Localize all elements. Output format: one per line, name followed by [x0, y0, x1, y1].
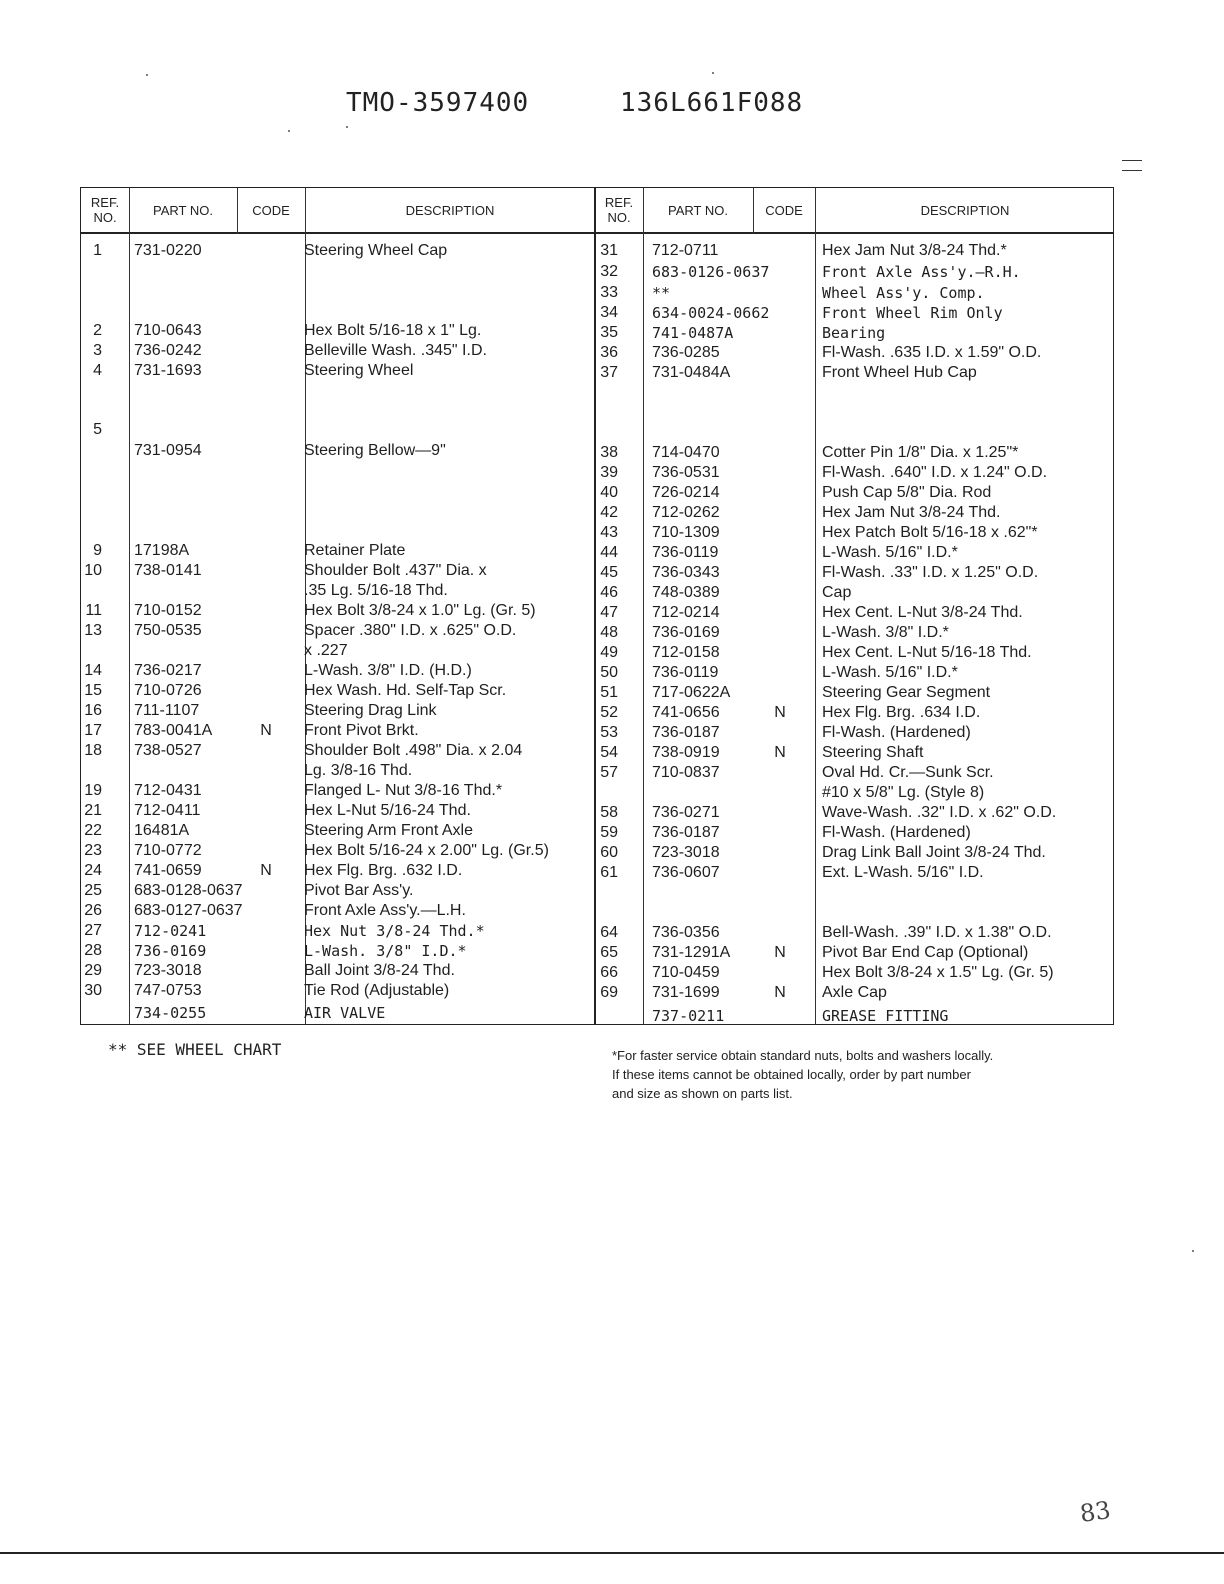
right-row-code	[760, 923, 800, 943]
right-row-code: N	[774, 984, 786, 1001]
right-row-ref: 46	[600, 584, 618, 601]
right-row-code	[760, 963, 800, 983]
left-row-code	[246, 701, 286, 721]
left-row-code	[246, 921, 286, 941]
left-row-code	[246, 761, 286, 781]
right-row-part: 712-0158	[652, 644, 720, 661]
left-row-ref: 11	[85, 602, 102, 619]
left-row-desc: AIR VALVE	[304, 1004, 386, 1022]
left-row-desc: Hex Nut 3/8-24 Thd.*	[304, 922, 485, 940]
right-row-code	[760, 483, 800, 503]
serial-number: 136L661F088	[620, 88, 804, 118]
column-divider	[643, 188, 644, 1024]
right-row-part: 712-0262	[652, 504, 720, 521]
right-row-ref: 58	[600, 804, 618, 821]
left-row-code	[246, 601, 286, 621]
right-row-ref: 36	[600, 344, 618, 361]
right-row-desc: Front Wheel Rim Only	[822, 304, 1003, 322]
service-note-line: *For faster service obtain standard nuts, bolts and washers locally.	[612, 1048, 994, 1063]
right-row-part: 736-0169	[652, 624, 720, 641]
left-row-ref: 23	[84, 842, 102, 859]
right-row-part: 731-1699	[652, 984, 720, 1001]
left-row-desc: Hex Flg. Brg. .632 I.D.	[304, 862, 463, 879]
left-row-desc: L-Wash. 3/8" I.D.*	[304, 942, 467, 960]
right-row-ref: 53	[600, 724, 618, 741]
left-row-part: 747-0753	[134, 982, 202, 999]
left-row-part: 741-0659	[134, 862, 202, 879]
right-row-part: 736-0119	[652, 664, 719, 681]
right-row-part: 736-0119	[652, 544, 719, 561]
right-row-ref: 39	[600, 464, 618, 481]
left-row-code	[246, 341, 286, 361]
right-row-ref: 66	[600, 964, 618, 981]
right-row-part: **	[652, 284, 671, 302]
right-row-ref: 50	[600, 664, 618, 681]
right-row-code	[760, 643, 800, 663]
left-row-desc: Front Axle Ass'y.—L.H.	[304, 902, 466, 919]
right-row-ref: 47	[600, 604, 618, 621]
left-row-part: 731-0954	[134, 442, 202, 459]
service-note-line: and size as shown on parts list.	[612, 1086, 793, 1101]
left-row-part: 710-0772	[134, 842, 202, 859]
header-ref-right: REF. NO.	[604, 195, 634, 225]
header-part-left: PART NO.	[153, 202, 213, 218]
left-row-part: 731-0220	[134, 242, 202, 259]
right-row-ref: 52	[600, 704, 618, 721]
left-row-desc: Steering Drag Link	[304, 702, 437, 719]
left-row-desc: Hex Bolt 5/16-18 x 1" Lg.	[304, 322, 482, 339]
left-row-code	[246, 781, 286, 801]
right-row-code	[760, 683, 800, 703]
left-row-ref: 4	[93, 362, 102, 379]
left-row-ref: 14	[84, 662, 102, 679]
right-row-desc: Cap	[822, 584, 852, 601]
right-row-ref: 31	[600, 242, 618, 259]
left-row-desc: Hex Wash. Hd. Self-Tap Scr.	[304, 682, 507, 699]
right-row-desc: Hex Cent. L-Nut 3/8-24 Thd.	[822, 604, 1023, 621]
right-row-ref: 32	[600, 263, 618, 280]
right-row-ref: 38	[600, 444, 618, 461]
page-mark: 83	[1078, 1496, 1113, 1528]
left-row-part: 738-0141	[134, 562, 202, 579]
left-row-part: 736-0242	[134, 342, 202, 359]
left-row-part: 734-0255	[134, 1004, 207, 1022]
left-row-code	[246, 841, 286, 861]
left-row-code	[246, 420, 286, 440]
left-row-desc: Front Pivot Brkt.	[304, 722, 419, 739]
left-row-code	[246, 741, 286, 761]
left-row-ref	[72, 761, 102, 781]
left-row-part: 710-0152	[134, 602, 202, 619]
right-row-desc: Bearing	[822, 324, 886, 342]
left-row-part: 736-0217	[134, 662, 202, 679]
left-row-code	[246, 881, 286, 901]
left-row-ref: 15	[84, 682, 102, 699]
left-row-part: 736-0169	[134, 942, 207, 960]
left-row-ref: 25	[84, 882, 102, 899]
right-row-code	[760, 303, 800, 323]
right-row-part: 736-0343	[652, 564, 720, 581]
right-row-desc: Fl-Wash. (Hardened)	[822, 824, 971, 841]
right-row-desc: Cotter Pin 1/8" Dia. x 1.25"*	[822, 444, 1019, 461]
corner-mark	[1122, 160, 1142, 161]
right-row-code	[760, 443, 800, 463]
right-row-desc: Oval Hd. Cr.—Sunk Scr.	[822, 764, 994, 781]
right-row-ref: 42	[600, 504, 618, 521]
left-row-ref: 13	[84, 622, 102, 639]
left-row-code	[246, 641, 286, 661]
right-row-ref: 34	[600, 304, 618, 321]
right-row-desc: Steering Shaft	[822, 744, 924, 761]
left-row-part: 710-0726	[134, 682, 202, 699]
left-row-ref: 2	[93, 322, 102, 339]
column-divider	[237, 188, 238, 234]
right-row-code	[760, 603, 800, 623]
left-row-part: 711-1107	[134, 702, 200, 719]
right-row-ref: 35	[600, 324, 618, 341]
right-row-ref	[588, 1006, 618, 1026]
left-row-desc: x .227	[304, 642, 348, 659]
left-row-ref	[72, 441, 102, 461]
corner-mark	[1122, 170, 1142, 171]
left-row-code: N	[260, 722, 272, 739]
right-row-desc: Fl-Wash. .635 I.D. x 1.59" O.D.	[822, 344, 1042, 361]
left-row-ref: 3	[93, 342, 102, 359]
left-row-code	[246, 1003, 286, 1023]
left-row-code	[246, 581, 286, 601]
column-divider	[815, 188, 816, 1024]
left-row-desc: Ball Joint 3/8-24 Thd.	[304, 962, 455, 979]
right-row-desc: Front Axle Ass'y.—R.H.	[822, 263, 1021, 281]
right-row-desc: Fl-Wash. (Hardened)	[822, 724, 971, 741]
right-row-part: 736-0356	[652, 924, 720, 941]
left-row-code	[246, 801, 286, 821]
right-row-part: 717-0622A	[652, 684, 731, 701]
right-row-ref: 57	[600, 764, 618, 781]
right-row-code	[760, 663, 800, 683]
right-row-desc: Fl-Wash. .640" I.D. x 1.24" O.D.	[822, 464, 1048, 481]
left-row-part: 683-0128-0637	[134, 882, 243, 899]
left-row-part: 738-0527	[134, 742, 202, 759]
left-row-desc: Hex Bolt 5/16-24 x 2.00" Lg. (Gr.5)	[304, 842, 549, 859]
right-row-ref: 51	[600, 684, 618, 701]
right-row-desc: #10 x 5/8" Lg. (Style 8)	[822, 784, 985, 801]
header-desc-right: DESCRIPTION	[920, 202, 1010, 218]
left-row-code	[246, 941, 286, 961]
left-row-part: 750-0535	[134, 622, 202, 639]
left-row-desc: Spacer .380" I.D. x .625" O.D.	[304, 622, 517, 639]
left-row-desc: Steering Wheel	[304, 362, 414, 379]
right-row-code	[760, 543, 800, 563]
left-row-ref: 30	[84, 982, 102, 999]
left-row-ref: 21	[84, 802, 102, 819]
left-row-ref: 27	[84, 922, 102, 939]
right-row-part: 737-0211	[652, 1007, 725, 1025]
right-row-desc: Hex Bolt 3/8-24 x 1.5" Lg. (Gr. 5)	[822, 964, 1054, 981]
left-row-desc: Lg. 3/8-16 Thd.	[304, 762, 413, 779]
model-number: TMO-3597400	[346, 88, 530, 118]
left-row-code	[246, 361, 286, 381]
right-row-code	[760, 343, 800, 363]
right-row-part: 710-1309	[652, 524, 720, 541]
left-row-part: 683-0127-0637	[134, 902, 243, 919]
right-row-desc: Wheel Ass'y. Comp.	[822, 284, 985, 302]
right-row-code	[760, 783, 800, 803]
left-row-code: N	[260, 862, 272, 879]
bottom-rule	[0, 1552, 1224, 1554]
left-row-desc: Steering Bellow—9"	[304, 442, 446, 459]
left-row-ref	[72, 581, 102, 601]
left-row-desc: Hex Bolt 3/8-24 x 1.0" Lg. (Gr. 5)	[304, 602, 536, 619]
right-row-ref: 64	[600, 924, 618, 941]
right-row-part: 736-0285	[652, 344, 720, 361]
right-row-code	[760, 323, 800, 343]
left-row-desc: Shoulder Bolt .437" Dia. x	[304, 562, 487, 579]
right-row-part: 714-0470	[652, 444, 720, 461]
left-row-desc: Steering Arm Front Axle	[304, 822, 473, 839]
right-row-ref: 65	[600, 944, 618, 961]
left-row-ref: 22	[84, 822, 102, 839]
right-row-part: 736-0187	[652, 724, 720, 741]
scan-speck	[712, 72, 714, 74]
right-row-ref: 61	[600, 864, 618, 881]
right-row-desc: Hex Patch Bolt 5/16-18 x .62"*	[822, 524, 1038, 541]
wheel-chart-note: ** SEE WHEEL CHART	[108, 1040, 282, 1059]
right-row-code: N	[774, 744, 786, 761]
left-row-ref: 1	[93, 242, 102, 259]
right-row-desc: Fl-Wash. .33" I.D. x 1.25" O.D.	[822, 564, 1039, 581]
right-row-part: 741-0656	[652, 704, 720, 721]
column-divider	[129, 188, 130, 1024]
left-row-code	[246, 901, 286, 921]
right-row-part: 723-3018	[652, 844, 720, 861]
left-row-ref: 26	[84, 902, 102, 919]
left-row-ref: 24	[84, 862, 102, 879]
right-row-part: 731-1291A	[652, 944, 731, 961]
left-row-code	[246, 981, 286, 1001]
right-row-ref: 69	[600, 984, 618, 1001]
left-row-desc: .35 Lg. 5/16-18 Thd.	[304, 582, 448, 599]
right-row-desc: L-Wash. 3/8" I.D.*	[822, 624, 949, 641]
right-row-ref: 43	[600, 524, 618, 541]
header-code-left: CODE	[252, 202, 290, 218]
left-row-desc: Shoulder Bolt .498" Dia. x 2.04	[304, 742, 523, 759]
right-row-ref: 60	[600, 844, 618, 861]
right-row-part: 748-0389	[652, 584, 720, 601]
right-row-part: 726-0214	[652, 484, 720, 501]
right-row-desc: Hex Jam Nut 3/8-24 Thd.	[822, 504, 1001, 521]
right-row-part: 712-0711	[652, 242, 719, 259]
right-row-desc: Hex Jam Nut 3/8-24 Thd.*	[822, 242, 1007, 259]
right-row-desc: Front Wheel Hub Cap	[822, 364, 977, 381]
left-row-ref	[72, 1003, 102, 1023]
right-row-ref: 37	[600, 364, 618, 381]
left-row-part: 17198A	[134, 542, 190, 559]
header-desc-left: DESCRIPTION	[405, 202, 495, 218]
scan-speck	[1192, 1250, 1194, 1252]
left-row-part: 712-0431	[134, 782, 202, 799]
left-row-desc: Flanged L- Nut 3/8-16 Thd.*	[304, 782, 503, 799]
left-row-code	[246, 441, 286, 461]
right-row-part: 741-0487A	[652, 324, 734, 342]
left-row-part: 712-0241	[134, 922, 207, 940]
right-row-code	[760, 863, 800, 883]
right-row-desc: Hex Cent. L-Nut 5/16-18 Thd.	[822, 644, 1032, 661]
header-ref-left: REF. NO.	[90, 195, 120, 225]
left-row-desc: Hex L-Nut 5/16-24 Thd.	[304, 802, 471, 819]
left-row-code	[246, 321, 286, 341]
right-row-part: 736-0607	[652, 864, 720, 881]
right-row-code: N	[774, 704, 786, 721]
left-row-ref: 19	[84, 782, 102, 799]
right-row-code	[760, 262, 800, 282]
right-row-ref: 33	[600, 284, 618, 301]
table-header	[81, 188, 1113, 234]
left-row-code	[246, 681, 286, 701]
left-row-ref: 5	[93, 421, 102, 438]
scan-speck	[288, 130, 290, 132]
right-row-code	[760, 241, 800, 261]
left-row-ref: 16	[84, 702, 102, 719]
right-row-ref: 44	[600, 544, 618, 561]
right-row-part: 712-0214	[652, 604, 720, 621]
right-row-part: 736-0531	[652, 464, 720, 481]
right-row-desc: Bell-Wash. .39" I.D. x 1.38" O.D.	[822, 924, 1052, 941]
left-row-code	[246, 661, 286, 681]
right-row-part: 731-0484A	[652, 364, 731, 381]
right-row-desc: Ext. L-Wash. 5/16" I.D.	[822, 864, 984, 881]
left-row-ref: 17	[84, 722, 102, 739]
left-row-code	[246, 621, 286, 641]
right-row-desc: Pivot Bar End Cap (Optional)	[822, 944, 1029, 961]
right-row-ref: 45	[600, 564, 618, 581]
right-row-code	[760, 843, 800, 863]
left-row-desc: Pivot Bar Ass'y.	[304, 882, 414, 899]
header-code-right: CODE	[765, 202, 803, 218]
service-note	[612, 1046, 1082, 1103]
right-row-code	[760, 623, 800, 643]
right-row-ref: 48	[600, 624, 618, 641]
service-note-line: If these items cannot be obtained locally, order by part number	[612, 1067, 971, 1082]
right-row-ref	[588, 783, 618, 803]
left-row-code	[246, 561, 286, 581]
right-row-code	[760, 803, 800, 823]
right-row-code	[760, 1006, 800, 1026]
header-part-right: PART NO.	[668, 202, 728, 218]
right-row-part: 683-0126-0637	[652, 263, 770, 281]
right-row-code	[760, 463, 800, 483]
left-row-part: 731-1693	[134, 362, 202, 379]
right-row-code	[760, 283, 800, 303]
left-row-desc: Steering Wheel Cap	[304, 242, 448, 259]
right-row-desc: L-Wash. 5/16" I.D.*	[822, 664, 958, 681]
right-row-desc: Axle Cap	[822, 984, 887, 1001]
left-row-code	[246, 961, 286, 981]
right-row-ref: 49	[600, 644, 618, 661]
right-row-part: 738-0919	[652, 744, 720, 761]
right-row-code	[760, 363, 800, 383]
left-row-code	[246, 821, 286, 841]
left-row-desc: L-Wash. 3/8" I.D. (H.D.)	[304, 662, 472, 679]
left-row-part: 723-3018	[134, 962, 202, 979]
right-row-code	[760, 723, 800, 743]
right-row-code	[760, 523, 800, 543]
left-row-ref: 10	[84, 562, 102, 579]
scan-speck	[346, 126, 348, 128]
left-row-ref	[72, 641, 102, 661]
column-divider	[753, 188, 754, 234]
right-row-desc: Push Cap 5/8" Dia. Rod	[822, 484, 992, 501]
right-row-code	[760, 823, 800, 843]
right-row-desc: Hex Flg. Brg. .634 I.D.	[822, 704, 981, 721]
right-row-part: 736-0187	[652, 824, 720, 841]
left-row-ref: 18	[84, 742, 102, 759]
left-row-code	[246, 241, 286, 261]
left-row-ref: 28	[84, 942, 102, 959]
scan-speck	[146, 74, 148, 76]
left-row-desc: Tie Rod (Adjustable)	[304, 982, 450, 999]
right-row-ref: 40	[600, 484, 618, 501]
right-row-code	[760, 583, 800, 603]
right-row-ref: 59	[600, 824, 618, 841]
left-row-ref: 9	[93, 542, 102, 559]
right-row-desc: Drag Link Ball Joint 3/8-24 Thd.	[822, 844, 1046, 861]
left-row-part: 710-0643	[134, 322, 202, 339]
right-row-desc: L-Wash. 5/16" I.D.*	[822, 544, 958, 561]
right-row-part: 710-0837	[652, 764, 720, 781]
right-row-code	[760, 563, 800, 583]
right-row-code: N	[774, 944, 786, 961]
right-row-ref: 54	[600, 744, 618, 761]
left-row-part: 783-0041A	[134, 722, 213, 739]
left-row-code	[246, 541, 286, 561]
right-row-desc: Steering Gear Segment	[822, 684, 991, 701]
right-row-part: 710-0459	[652, 964, 720, 981]
right-row-code	[760, 503, 800, 523]
right-row-part: 634-0024-0662	[652, 304, 770, 322]
left-row-desc: Belleville Wash. .345" I.D.	[304, 342, 487, 359]
left-row-desc: Retainer Plate	[304, 542, 406, 559]
left-row-ref: 29	[84, 962, 102, 979]
right-row-code	[760, 763, 800, 783]
left-row-part: 16481A	[134, 822, 190, 839]
right-row-part: 736-0271	[652, 804, 720, 821]
right-row-desc: GREASE FITTING	[822, 1007, 949, 1025]
right-row-desc: Wave-Wash. .32" I.D. x .62" O.D.	[822, 804, 1057, 821]
left-row-part: 712-0411	[134, 802, 201, 819]
